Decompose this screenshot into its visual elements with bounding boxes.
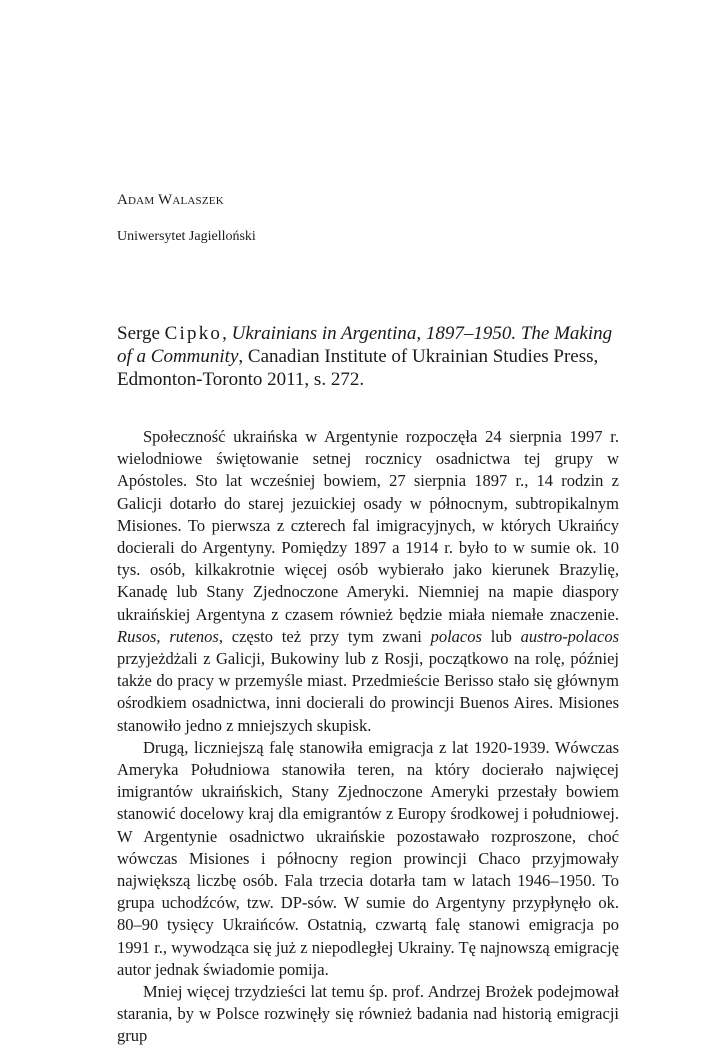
paragraph-text: , często też przy tym zwani xyxy=(218,626,431,646)
italic-term: austro-polacos xyxy=(520,626,620,646)
citation-separator: , xyxy=(222,323,232,344)
italic-term: polacos xyxy=(430,626,482,646)
book-publication-details: , Canadian Institute of Ukrainian Studies Press, Edmonton-Toronto 2011, s. 272. xyxy=(117,346,599,390)
review-affiliation: Uniwersytet Jagielloński xyxy=(117,229,256,244)
book-author-last: Cipko xyxy=(164,323,223,344)
paragraph-1 xyxy=(117,426,619,737)
book-author-first: Serge xyxy=(117,323,165,344)
paragraph-text: przyjeżdżali z Galicji, Bukowiny lub z Rosji, początkowo na rolę, później także do pracy w przemyśle miast. Przedmieście Berisso stało się głównym ośrodkiem osadnictwa, inni docierali do prowincji Buenos Aires. Misiones stanowiło jedno z mniejszych skupisk. xyxy=(117,649,619,735)
paragraph-3: Mniej więcej trzydzieści lat temu śp. prof. Andrzej Brożek podejmował starania, by w Polsce rozwinęły się również badania nad historią emigracji grup xyxy=(117,982,619,1046)
book-title: Ukrainians in Argentina, 1897–1950. The Making of a Community xyxy=(117,323,613,367)
review-author: Adam Walaszek xyxy=(117,192,224,208)
paragraph-2: Drugą, liczniejszą falę stanowiła emigracja z lat 1920-1939. Wówczas Ameryka Południowa stanowiła teren, na który docierało najwięcej imigrantów ukraińskich, Stany Zjednoczone Ameryki przestały bowiem stanowić docelowy kraj dla emigrantów z Europy środkowej i południowej. W Argentynie osadnictwo ukraińskie pozostawało rozproszone, choć wówczas Misiones i północny region prowincji Chaco przyjmowały największą liczbę osób. Fala trzecia dotarła tam w latach 1946–1950. To grupa uchodźców, tzw. DP-sów. W sumie do Argentyny przypłynęło ok. 80–90 tysięcy Ukraińców. Ostatnią, czwartą falę stanowi emigracja po 1991 r., wywodząca się już z niepodległej Ukrainy. Tę najnowszą emigrację autor jednak świadomie pomija. xyxy=(117,737,619,979)
book-citation xyxy=(117,322,617,391)
review-body xyxy=(117,426,619,1048)
paragraph-text: , xyxy=(156,626,170,646)
paragraph-text: lub xyxy=(481,626,521,646)
italic-term: rutenos xyxy=(169,626,219,646)
paragraph-text: Społeczność ukraińska w Argentynie rozpoczęła 24 sierpnia 1997 r. wielodniowe świętowanie setnej rocznicy osadnictwa tej grupy w Apóstoles. Sto lat wcześniej bowiem, 27 sierpnia 1897 r., 14 rodzin z Galicji dotarło do starej jezuickiej osady w północnym, subtropikalnym Misiones. To pierwsza z czterech fal imigracyjnych, w których Ukraińcy docierali do Argentyny. Pomiędzy 1897 a 1914 r. było to w sumie ok. 10 tys. osób, kilkakrotnie więcej osób wybierało jako kierunek Brazylię, Kanadę lub Stany Zjednoczone Ameryki. Niemniej na mapie diaspory ukraińskiej Argentyna z czasem również będzie miała niemałe znaczenie. xyxy=(117,427,619,624)
italic-term: Rusos xyxy=(117,626,157,646)
